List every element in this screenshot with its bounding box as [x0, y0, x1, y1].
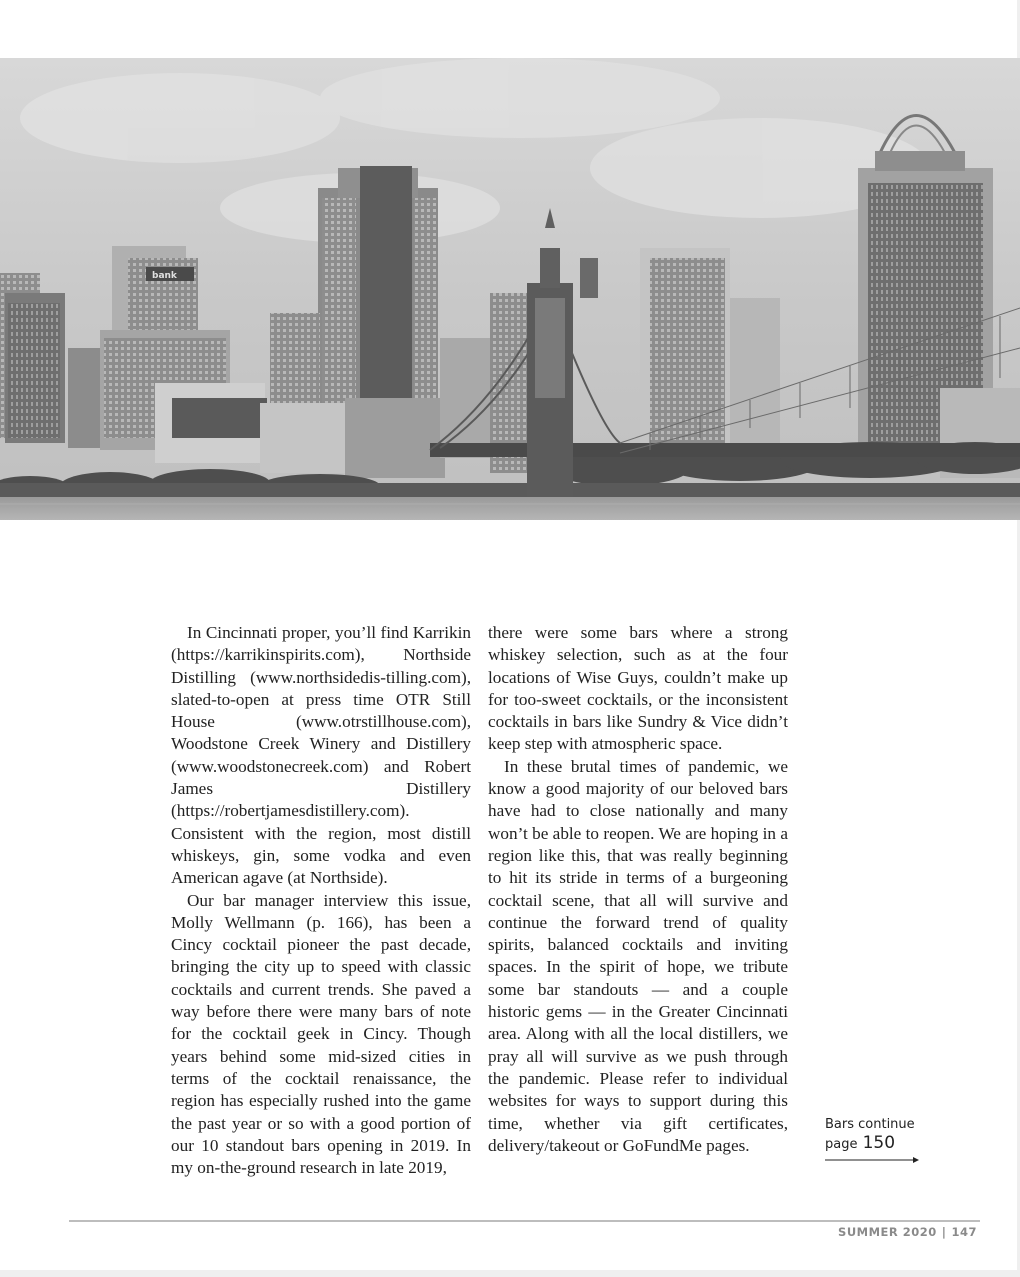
paragraph-distilleries: In Cincinnati proper, you’ll find Karrikin (https://karrikinspirits.com), Northside Distilling (www.northsidedis-tilling.com), slated-to-open at press time OTR Still House (www.otrstillhouse.com), Woodstone Creek Winery and Distillery (www.woodstonecreek.com) and Robert James Distillery (https://robertjamesdistillery.com). Consistent with the region, most distill whiskeys, gin, some vodka and even American agave (at Northside).	[171, 623, 471, 888]
paragraph-continued: there were some bars where a strong whiskey selection, such as at the four locations of Wise Guys, couldn’t make up for too-sweet cocktails, or the inconsistent cocktails in bars like Sundry & Vice didn’t keep step with atmospheric space.	[488, 623, 788, 754]
page-footer	[838, 1225, 977, 1239]
paragraph-bar-manager: Our bar manager interview this issue, Molly Wellmann (p. 166), has been a Cincy cocktail pioneer the past decade, bringing the city up to speed with classic cocktails and current trends. She paved a way before there were many bars of note for the cocktail geek in Cincy. Though years behind some mid-sized cities in terms of the cocktail renaissance, the region has especially rushed into the game the past year or so with a good portion of our 10 standout bars opening in 2019. In my on-the-ground research in late 2019,	[171, 890, 471, 1178]
continue-note[interactable]	[825, 1116, 935, 1156]
continue-label: Bars continue	[825, 1117, 915, 1132]
article-column-left	[171, 622, 471, 1179]
footer-rule	[69, 1220, 980, 1222]
skyline-photo	[0, 58, 1020, 520]
footer-separator: |	[941, 1225, 947, 1239]
issue-label: SUMMER 2020	[838, 1225, 937, 1239]
arrow-right-icon	[825, 1156, 920, 1164]
continue-page-prefix: page	[825, 1137, 858, 1152]
bank-sign: bank	[152, 271, 177, 281]
article-column-right	[488, 622, 788, 1157]
continue-page-number: 150	[862, 1133, 896, 1153]
folio-page-number: 147	[951, 1225, 977, 1239]
paragraph-pandemic: In these brutal times of pandemic, we know a good majority of our beloved bars have had to close nationally and many won’t be able to reopen. We are hoping in a region like this, that was really beginning to hit its stride in terms of a burgeoning cocktail scene, that all will survive and continue the forward trend of quality spirits, balanced cocktails and inviting spaces. In the spirit of hope, we tribute some bar standouts — and a couple historic gems — in the Greater Cincinnati area. Along with all the local distillers, we pray all will survive as we push through the pandemic. Please refer to individual websites for ways to support during this time, whether via gift certificates, delivery/takeout or GoFundMe pages.	[488, 756, 788, 1155]
